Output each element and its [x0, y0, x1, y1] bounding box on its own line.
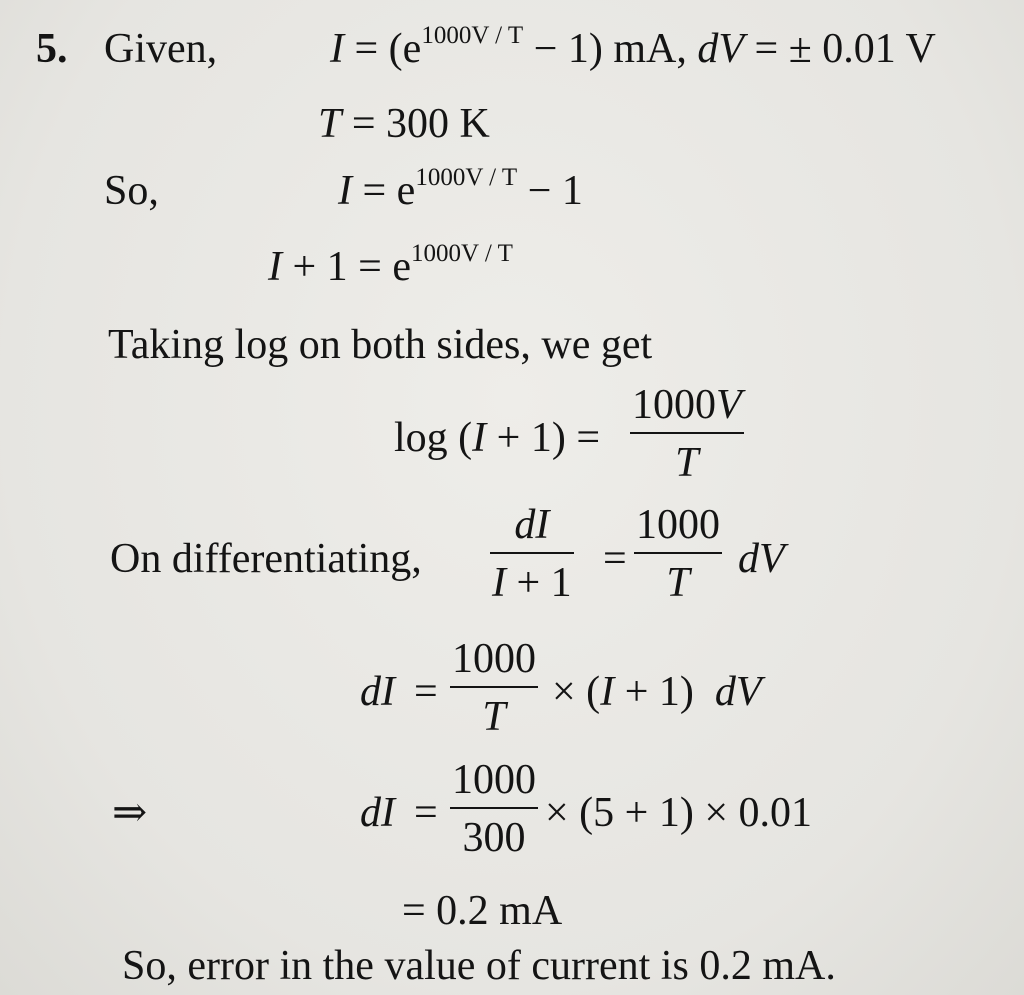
diff-frac2-denominator: T — [666, 560, 690, 606]
di-lhs: dI — [360, 669, 395, 715]
temperature-equation — [318, 103, 490, 145]
log-equation-lhs — [394, 417, 600, 459]
equation-3-mid: + 1 = e — [282, 244, 412, 290]
symbol-temperature: T — [318, 101, 342, 147]
equation-2-mid: = e — [352, 168, 416, 214]
symbol-current: I — [600, 669, 615, 715]
exponent: 1000V / T — [411, 240, 513, 267]
di2-lhs: dI — [360, 790, 395, 836]
symbol-current: I — [472, 415, 487, 461]
log-frac-numerator: 1000 — [632, 382, 716, 428]
diff-fraction-2 — [634, 504, 722, 604]
diff-dv: dV — [738, 536, 785, 582]
given-equation — [330, 22, 936, 72]
equation-3 — [268, 240, 513, 290]
di-frac-denominator: T — [482, 694, 506, 740]
di-rest-close: + 1) — [614, 669, 694, 715]
di2-frac-denominator: 300 — [462, 815, 526, 861]
diff-frac1-den-rest: + 1 — [506, 560, 572, 606]
conclusion: So, error in the value of current is 0.2 mA. — [122, 943, 836, 989]
di-rest-open: × ( — [552, 669, 601, 715]
di2-rest: × (5 + 1) × 0.01 — [545, 790, 813, 836]
symbol-dv: dV — [714, 669, 762, 715]
log-lhs-close: + 1) = — [486, 415, 601, 461]
di-equals: = — [414, 669, 438, 715]
problem-number: 5. — [36, 26, 68, 72]
log-fraction — [630, 384, 744, 484]
log-frac-denominator: T — [675, 440, 699, 486]
diff-fraction-1 — [490, 504, 574, 604]
log-text: Taking log on both sides, we get — [108, 322, 653, 368]
exponent: 1000V / T — [415, 164, 518, 191]
diff-frac2-numerator: 1000 — [636, 502, 720, 548]
diff-frac1-numerator: dI — [514, 502, 550, 548]
equation-2-rest: − 1 — [517, 168, 583, 214]
symbol-current: I — [268, 244, 282, 290]
given-eq-dv-value: = ± 0.01 V — [744, 26, 936, 72]
symbol-dv: dV — [697, 26, 745, 72]
log-lhs-open: log ( — [394, 415, 473, 461]
temperature-value: = 300 K — [341, 101, 490, 147]
symbol-current: I — [492, 560, 506, 606]
diff-label: On differentiating, — [110, 536, 422, 582]
di-fraction — [450, 638, 538, 738]
di2-frac-numerator: 1000 — [452, 757, 536, 803]
di-rest — [552, 671, 762, 713]
symbol-current: I — [338, 168, 352, 214]
given-label: Given, — [104, 26, 218, 72]
result: = 0.2 mA — [402, 888, 563, 934]
implies-arrow: ⇒ — [112, 790, 148, 836]
di-frac-numerator: 1000 — [452, 636, 536, 682]
symbol-voltage: V — [716, 382, 742, 428]
diff-equals: = — [603, 536, 627, 582]
so-label: So, — [104, 168, 159, 214]
di2-fraction — [450, 759, 538, 859]
given-eq-exp-open: = (e — [344, 26, 422, 72]
exponent: 1000V / T — [421, 22, 524, 49]
di2-equals: = — [414, 790, 438, 836]
equation-2 — [338, 164, 583, 214]
symbol-current: I — [330, 26, 344, 72]
given-eq-rest: − 1) mA, — [523, 26, 698, 72]
